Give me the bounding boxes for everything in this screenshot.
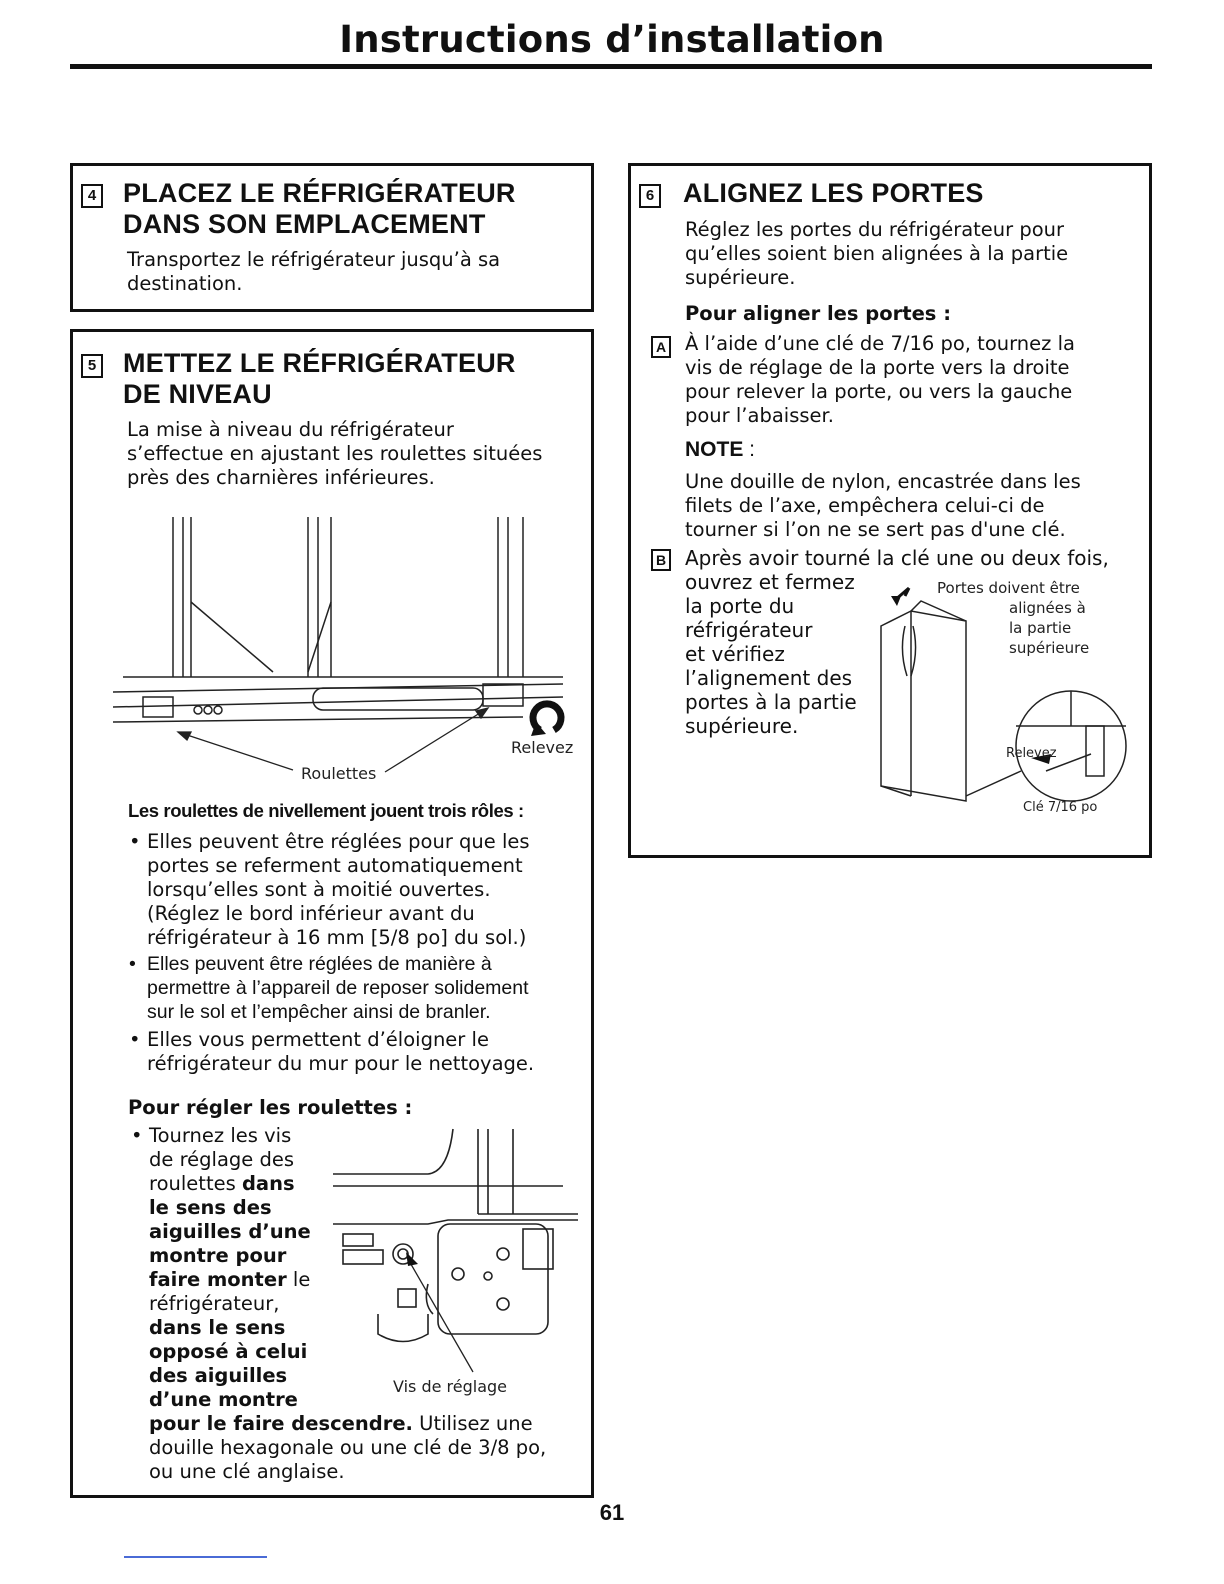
step5-heading: [123, 348, 516, 410]
align-heading: Pour aligner les portes :: [685, 302, 951, 325]
roles-list: [127, 830, 587, 1076]
note-label: NOTE :: [685, 438, 756, 461]
roulettes-label: Roulettes: [301, 764, 377, 783]
list-item: • Elles peuvent être réglées pour que les portes se referment automatiquement lorsqu’elles sont à moitié ouvertes. (Réglez le bord inférieur avant du réfrigérateur à 16 mm [5/8 po] du sol.): [127, 830, 587, 950]
list-item: • Elles vous permettent d’éloigner le réfrigérateur du mur pour le nettoyage.: [127, 1028, 587, 1076]
step5-body-line1: La mise à niveau du réfrigérateur: [127, 418, 454, 441]
fig-relevez-label: Relevez: [1006, 746, 1057, 761]
step4-body: [127, 248, 500, 296]
leveling-screw-diagram: [328, 1124, 588, 1384]
footer-link-line: [124, 1556, 267, 1558]
superieure-label: supérieure: [1009, 639, 1090, 657]
adjust-heading: Pour régler les roulettes :: [128, 1096, 413, 1119]
page-number: 61: [599, 1500, 625, 1525]
adjust-line: • Tournez les vis: [149, 1124, 292, 1147]
vis-reglage-label: Vis de réglage: [393, 1377, 508, 1396]
step6-box: [628, 163, 1152, 858]
step4-heading-line2: DANS SON EMPLACEMENT: [123, 209, 486, 239]
step4-body-line1: Transportez le réfrigérateur jusqu’à sa: [127, 248, 501, 271]
step5-body-line2: s’effectue en ajustant les roulettes situées: [127, 442, 543, 465]
title-rule: [70, 64, 1152, 69]
step5-box: [70, 329, 594, 1498]
portes-doivent-label: Portes doivent être: [937, 579, 1080, 597]
step-b-text: ouvrez et fermez la porte du réfrigérateur et vérifiez l’alignement des portes à la partie supérieure.: [685, 570, 857, 738]
page-title: Instructions d’installation: [339, 18, 885, 61]
step5-number: 5: [81, 348, 103, 378]
alignees-label: alignées à: [1009, 599, 1086, 617]
step-a-marker: A: [651, 336, 671, 358]
step-b-marker: B: [651, 549, 671, 571]
relevez-label: Relevez: [511, 738, 574, 757]
step6-heading: ALIGNEZ LES PORTES: [683, 178, 984, 208]
step5-heading-line1: METTEZ LE RÉFRIGÉRATEUR: [123, 348, 516, 378]
list-item: • Elles peuvent être réglées de manière à permettre à l’appareil de reposer solidement sur le sol et l’empêcher ainsi de branler.: [127, 952, 587, 1024]
step5-body-line3: près des charnières inférieures.: [127, 466, 435, 489]
step5-body: [127, 418, 542, 490]
roles-heading: Les roulettes de nivellement jouent trois rôles :: [128, 800, 524, 821]
step4-number: 4: [81, 178, 103, 208]
step-a-text: À l’aide d’une clé de 7/16 po, tournez la vis de réglage de la porte vers la droite pour relever la porte, ou vers la gauche pour l’abaisser.: [685, 332, 1075, 427]
partie-label: la partie: [1009, 619, 1072, 637]
adjust-tail: pour le faire descendre. Utilisez une douille hexagonale ou une clé de 3/8 po, ou une clé anglaise.: [149, 1412, 547, 1483]
fig-cle-label: Clé 7/16 po: [1023, 800, 1098, 815]
step4-heading: [123, 178, 516, 240]
step4-heading-line1: PLACEZ LE RÉFRIGÉRATEUR: [123, 178, 516, 208]
step4-body-line2: destination.: [127, 272, 243, 295]
note-text: Une douille de nylon, encastrée dans les filets de l’axe, empêchera celui-ci de tourner si l’on ne se sert pas d'une clé.: [685, 470, 1081, 541]
step5-heading-line2: DE NIVEAU: [123, 379, 272, 409]
step6-number: 6: [639, 178, 661, 208]
list-item: • Tournez les vis de réglage des roulettes dans le sens des aiguilles d’une montre pour faire monter le réfrigérateur, dans le sens opposé à celui des aiguilles d’une montre: [129, 1124, 369, 1412]
step6-body: Réglez les portes du réfrigérateur pour qu’elles soient bien alignées à la partie supérieure.: [685, 218, 1069, 289]
step4-box: [70, 163, 594, 312]
step-b-line1: Après avoir tourné la clé une ou deux fois,: [685, 546, 1109, 570]
